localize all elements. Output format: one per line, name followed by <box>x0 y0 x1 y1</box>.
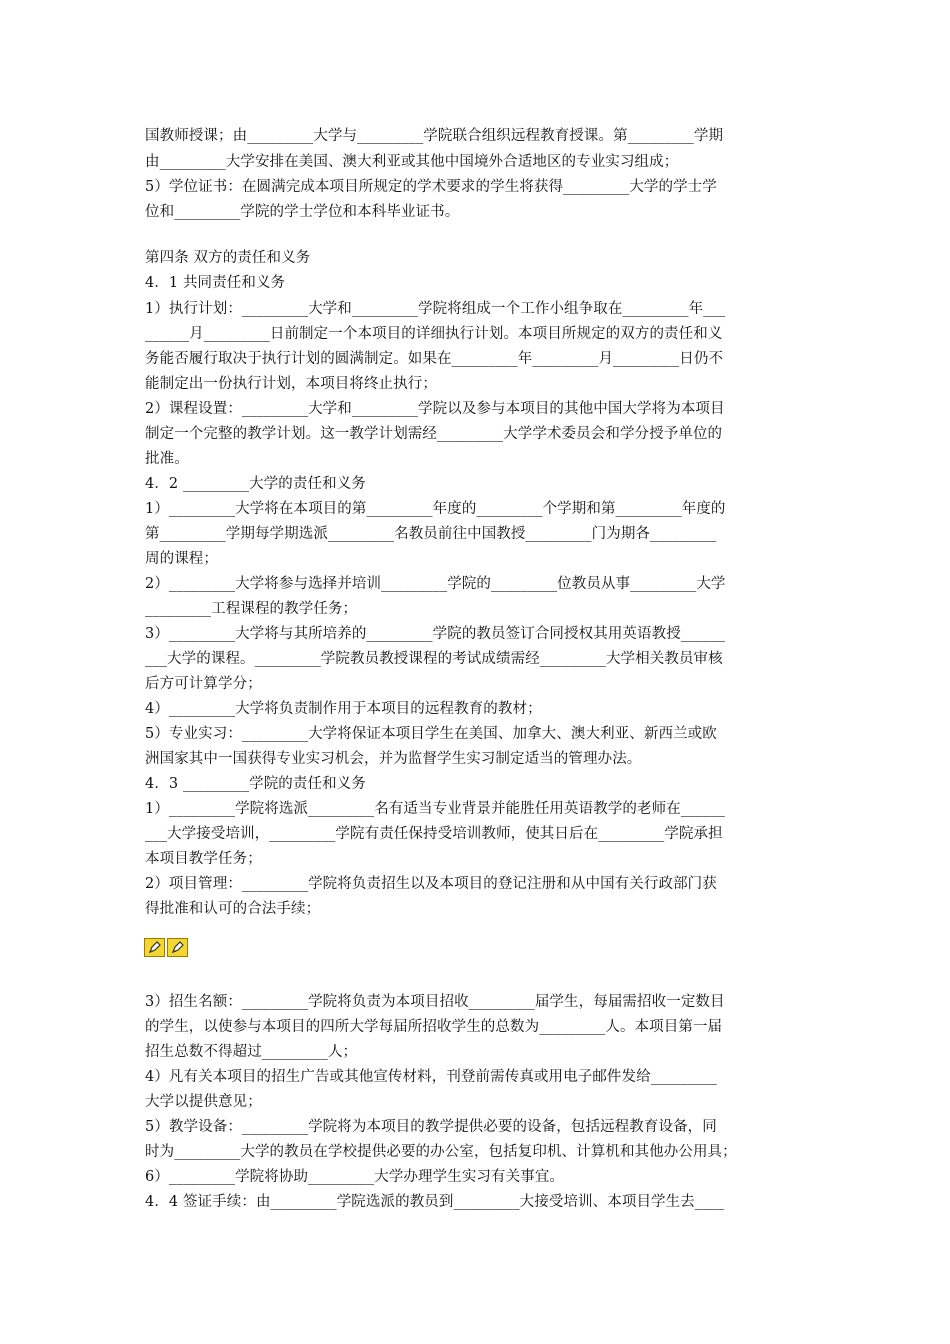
subsection-heading: 4．1 共同责任和义务 <box>145 275 286 291</box>
text-line: 务能否履行取决于执行计划的圆满制定。如果在_________年_________月_________日仍不 <box>145 351 724 367</box>
text-line: 能制定出一份执行计划，本项目将终止执行； <box>145 376 437 392</box>
text-line: 5）学位证书：在圆满完成本项目所规定的学术要求的学生将获得_________大学的学士学 <box>145 179 717 195</box>
text-line: 5）专业实习：_________大学将保证本项目学生在美国、加拿大、澳大利亚、新西兰或欧 <box>145 726 717 742</box>
text-line: 1）_________学院将选派_________名有适当专业背景并能胜任用英语教学的老师在______ <box>145 801 725 817</box>
icon-group <box>144 938 192 958</box>
text-line: 4．4 签证手续：由_________学院选派的教员到_________大接受培训、本项目学生去____ <box>145 1194 725 1210</box>
text-line: 2）课程设置：_________大学和_________学院以及参与本项目的其他中国大学将为本项目 <box>145 401 725 417</box>
text-line: 周的课程； <box>145 551 218 567</box>
text-line: 得批准和认可的合法手续； <box>145 901 321 917</box>
text-line: 3）招生名额：_________学院将负责为本项目招收_________届学生，每届需招收一定数目 <box>145 994 725 1010</box>
text-line: 后方可计算学分； <box>145 676 262 692</box>
text-line: ______月_________日前制定一个本项目的详细执行计划。本项目所规定的双方的责任和义 <box>145 326 723 342</box>
subsection-heading: 4．2 _________大学的责任和义务 <box>145 476 366 492</box>
text-line: 1）_________大学将在本项目的第_________年度的_________个学期和第_________年度的 <box>145 501 726 517</box>
text-line: 4）_________大学将负责制作用于本项目的远程教育的教材； <box>145 701 542 717</box>
text-line: 国教师授课；由_________大学与_________学院联合组织远程教育授课。第_________学期 <box>145 128 724 144</box>
text-line: 时为_________大学的教员在学校提供必要的办公室，包括复印机、计算机和其他办公用具； <box>145 1144 737 1160</box>
text-line: 4）凡有关本项目的招生广告或其他宣传材料，刊登前需传真或用电子邮件发给_________ <box>145 1069 717 1085</box>
text-line: _________工程课程的教学任务； <box>145 601 358 617</box>
text-line: 6）_________学院将协助_________大学办理学生实习有关事宜。 <box>145 1169 565 1185</box>
subsection-heading: 4．3 _________学院的责任和义务 <box>145 776 366 792</box>
edit-icon[interactable] <box>167 938 188 957</box>
text-line: 招生总数不得超过_________人； <box>145 1044 358 1060</box>
text-line: 制定一个完整的教学计划。这一教学计划需经_________大学学术委员会和学分授予单位的 <box>145 426 723 442</box>
text-line: 2）项目管理：_________学院将负责招生以及本项目的登记注册和从中国有关行政部门获 <box>145 876 717 892</box>
text-line: 3）_________大学将与其所培养的_________学院的教员签订合同授权其用英语教授______ <box>145 626 725 642</box>
text-line: 本项目教学任务； <box>145 851 262 867</box>
text-line: 批准。 <box>145 451 189 467</box>
text-line: 位和_________学院的学士学位和本科毕业证书。 <box>145 204 460 220</box>
section-heading: 第四条 双方的责任和义务 <box>145 250 311 266</box>
text-line: ___大学接受培训，_________学院有责任保持受培训教师，使其日后在_________学院承担 <box>145 826 723 842</box>
text-line: ___大学的课程。_________学院教员教授课程的考试成绩需经_________大学相关教员审核 <box>145 651 723 667</box>
text-line: 洲国家其中一国获得专业实习机会，并为监督学生实习制定适当的管理办法。 <box>145 751 642 767</box>
text-line: 由_________大学安排在美国、澳大利亚或其他中国境外合适地区的专业实习组成； <box>145 154 679 170</box>
edit-icon[interactable] <box>144 938 165 957</box>
text-line: 大学以提供意见； <box>145 1094 262 1110</box>
text-line: 的学生，以使参与本项目的四所大学每届所招收学生的总数为_________人。本项目第一届 <box>145 1019 723 1035</box>
text-line: 1）执行计划：_________大学和_________学院将组成一个工作小组争取在_________年___ <box>145 301 726 317</box>
text-line: 第_________学期每学期选派_________名教员前往中国教授_________门为期各_________ <box>145 526 717 542</box>
text-line: 5）教学设备：_________学院将为本项目的教学提供必要的设备，包括远程教育设备，同 <box>145 1119 717 1135</box>
text-line: 2）_________大学将参与选择并培训_________学院的_________位教员从事_________大学 <box>145 576 726 592</box>
